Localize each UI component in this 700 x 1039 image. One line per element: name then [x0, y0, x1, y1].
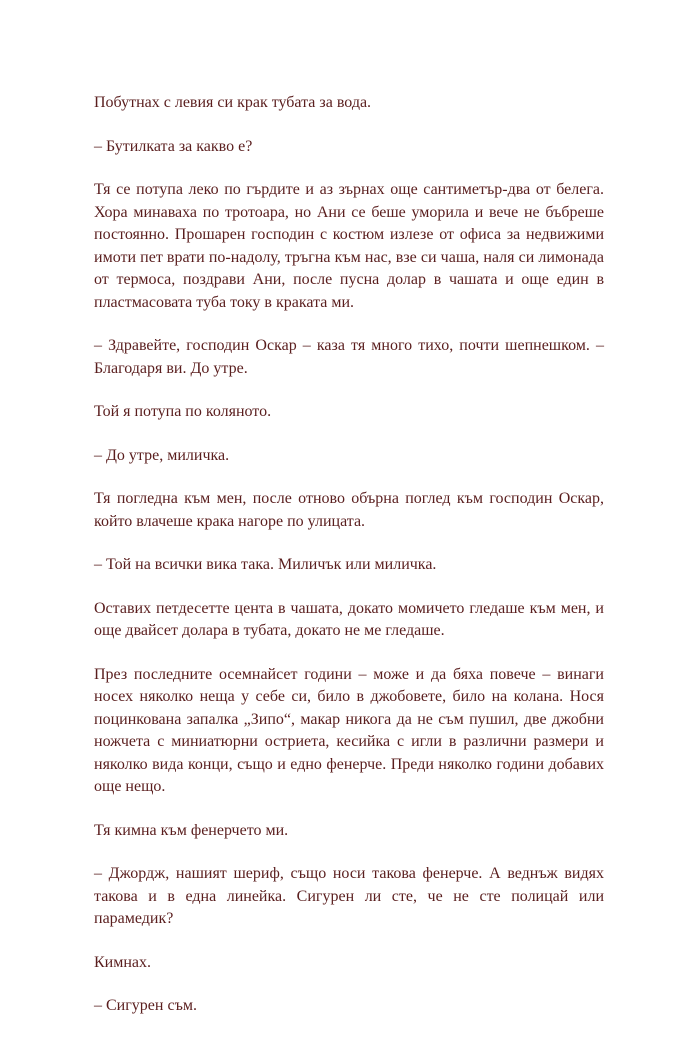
paragraph: Кимнах. [94, 953, 152, 971]
paragraph: – Джордж, нашият шериф, също носи такова фенерче. А веднъж видях такова и в една линейка. Сигурен ли сте, че не сте полицай или парамедик? [94, 865, 604, 927]
paragraph: Оставих петдесетте цента в чашата, докато момичето гледаше към мен, и още двайсет долара в тубата, докато не ме гледаше. [94, 599, 604, 639]
paragraph: – Сигурен съм. [94, 997, 197, 1014]
paragraph: Тя погледна към мен, после отново обърна поглед към господин Оскар, който влачеше крака нагоре по улицата. [94, 490, 604, 530]
paragraph: – До утре, миличка. [94, 446, 230, 464]
body-text [94, 92, 604, 1039]
paragraph: – Той на всички вика така. Миличък или миличка. [94, 556, 437, 573]
paragraph: Тя се потупа леко по гърдите и аз зърнах още сантиметър-два от белега. Хора минаваха по тротоара, но Ани се беше уморила и вече не бъбреше постоянно. Прошарен господин с костюм излезе от офиса за недвижими имоти пет врати по-надолу, тръгна към нас, взе си чаша, наля си лимонада от термоса, поздрави Ани, после пусна долар в чашата и още един в пластмасовата туба току в краката ми. [94, 181, 604, 311]
paragraph: Побутнах с левия си крак тубата за вода. [94, 94, 372, 111]
paragraph: – Здравейте, господин Оскар – каза тя много тихо, почти шепнешком. – Благодаря ви. До утре. [94, 337, 604, 377]
paragraph: – Бутилката за какво е? [94, 137, 253, 155]
paragraph: Той я потупа по коляното. [94, 403, 272, 420]
paragraph: Тя кимна към фенерчето ми. [94, 821, 289, 839]
paragraph: През последните осемнайсет години – може и да бяха повече – винаги носех няколко неща у себе си, било в джобовете, било на колана. Нося поцинкована запалка „Зипо“, макар никога да не съм пушил, две джобни ножчета с миниатюрни остриета, кесийка с игли в различни размери и няколко вида конци, също и едно фенерче. Преди няколко години добавих още нещо. [94, 665, 604, 795]
